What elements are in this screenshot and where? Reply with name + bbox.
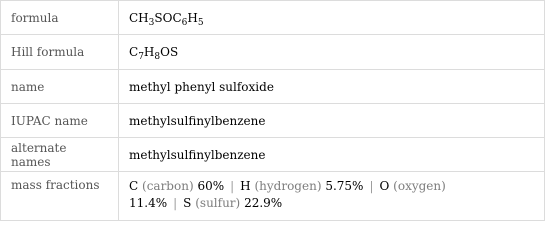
- iupac-name-value: methylsulfinylbenzene: [119, 104, 545, 138]
- mass-fraction-item: [129, 179, 224, 193]
- alternate-names-label: alternate names: [1, 138, 119, 172]
- alternate-names-value: methylsulfinylbenzene: [119, 138, 545, 172]
- row-name: [1, 70, 545, 104]
- name-value: methyl phenyl sulfoxide: [119, 70, 545, 104]
- formula-subscript: 7: [138, 52, 144, 62]
- hill-formula-label: Hill formula: [1, 35, 119, 70]
- formula-subscript: 3: [148, 17, 155, 28]
- iupac-name-label: IUPAC name: [1, 104, 119, 138]
- element-percent: 5.75%: [325, 179, 364, 193]
- row-iupac-name: [1, 104, 545, 138]
- element-percent: 11.4%: [129, 196, 168, 210]
- element-percent: 60%: [197, 179, 225, 193]
- separator: |: [369, 179, 374, 193]
- row-formula: [1, 1, 545, 35]
- formula-part: C: [129, 45, 139, 59]
- formula-subscript: 8: [154, 52, 161, 62]
- separator: |: [173, 196, 178, 210]
- mass-fractions-value: [119, 172, 545, 221]
- mass-fractions-label: mass fractions: [1, 172, 119, 221]
- row-alternate-names: [1, 138, 545, 172]
- formula-part: H: [187, 10, 198, 25]
- element-percent: 22.9%: [244, 196, 283, 210]
- formula-label: formula: [1, 1, 119, 35]
- formula-part: H: [143, 45, 155, 59]
- formula-part: CH: [129, 10, 149, 25]
- element-symbol: O: [379, 179, 390, 193]
- formula-part: OS: [160, 45, 179, 59]
- element-name: (sulfur): [195, 196, 241, 210]
- formula-subscript: 5: [197, 17, 204, 28]
- element-name: (carbon): [142, 179, 194, 193]
- formula-value: [119, 1, 545, 35]
- formula-subscript: 6: [181, 17, 188, 28]
- hill-formula-value: [119, 35, 545, 70]
- element-name: (hydrogen): [254, 179, 322, 193]
- mass-fraction-item: [240, 179, 363, 193]
- formula-part: SOC: [154, 10, 182, 25]
- element-symbol: S: [183, 196, 192, 210]
- row-hill-formula: [1, 35, 545, 70]
- element-symbol: H: [240, 179, 251, 193]
- row-mass-fractions: [1, 172, 545, 221]
- mass-fraction-item: [183, 196, 282, 210]
- name-label: name: [1, 70, 119, 104]
- element-symbol: C: [129, 179, 139, 193]
- separator: |: [230, 179, 235, 193]
- element-name: (oxygen): [393, 179, 446, 193]
